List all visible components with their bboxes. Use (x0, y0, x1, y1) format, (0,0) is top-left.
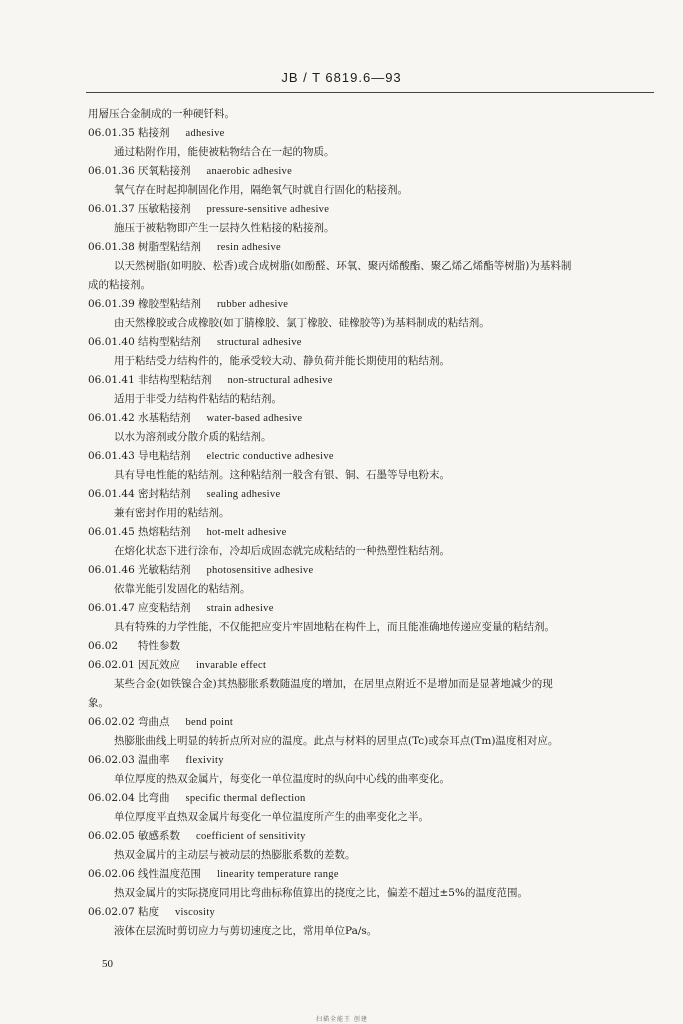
term-code: 06.02.04 (88, 792, 135, 804)
term-chinese: 光敏粘结剂 (138, 564, 191, 576)
term-chinese: 树脂型粘结剂 (138, 241, 201, 253)
term-entry (88, 126, 225, 140)
term-entry (88, 867, 339, 881)
term-code: 06.01.37 (88, 203, 135, 215)
term-code: 06.01.39 (88, 298, 135, 310)
term-chinese: 水基粘结剂 (138, 412, 191, 424)
term-chinese: 压敏粘接剂 (138, 203, 191, 215)
definition-line: 单位厚度的热双金属片，每变化一单位温度时的纵向中心线的曲率变化。 (114, 773, 450, 785)
definition-line: 以天然树脂(如明胶、松香)或合成树脂(如酚醛、环氧、聚丙烯酸酯、聚乙烯乙烯酯等树脂)为基料制 (114, 260, 572, 272)
definition-line: 适用于非受力结构件粘结的粘结剂。 (114, 393, 282, 405)
term-entry (88, 563, 313, 577)
term-code: 06.01.41 (88, 374, 135, 386)
term-entry (88, 487, 280, 501)
definition-line: 用于粘结受力结构件的，能承受较大动、静负荷并能长期使用的粘结剂。 (114, 355, 450, 367)
term-chinese: 热熔粘结剂 (138, 526, 191, 538)
term-code: 06.01.36 (88, 165, 135, 177)
term-chinese: 特性参数 (138, 640, 180, 652)
definition-line: 施压于被粘物即产生一层持久性粘接的粘接剂。 (114, 222, 335, 234)
term-entry (88, 525, 287, 539)
term-english: sealing adhesive (206, 489, 281, 500)
term-chinese: 应变粘结剂 (138, 602, 191, 614)
term-english: electric conductive adhesive (206, 451, 334, 462)
standard-header: JB / T 6819.6—93 (281, 70, 402, 85)
term-english: pressure-sensitive adhesive (206, 204, 330, 215)
continuation-line: 用層压合金制成的一种硬钎料。 (88, 108, 235, 120)
definition-line: 氧气存在时起抑制固化作用，隔绝氧气时就自行固化的粘接剂。 (114, 184, 408, 196)
term-entry (88, 715, 233, 729)
definition-line: 液体在层流时剪切应力与剪切速度之比，常用单位Pa/s。 (114, 925, 378, 937)
term-chinese: 密封粘结剂 (138, 488, 191, 500)
term-english: non-structural adhesive (227, 375, 333, 386)
term-english: resin adhesive (217, 242, 281, 253)
term-entry (88, 202, 329, 216)
scanner-footer: 扫描全能王 创建 (316, 1016, 368, 1023)
term-code: 06.02.02 (88, 716, 135, 728)
term-entry (88, 297, 288, 311)
term-code: 06.01.42 (88, 412, 135, 424)
term-code: 06.02.05 (88, 830, 135, 842)
definition-line: 在熔化状态下进行涂布，冷却后成固态就完成粘结的一种热塑性粘结剂。 (114, 545, 450, 557)
term-chinese: 温曲率 (138, 754, 170, 766)
term-code: 06.01.35 (88, 127, 135, 139)
term-code: 06.02 (88, 640, 119, 652)
term-chinese: 导电粘结剂 (138, 450, 191, 462)
definition-line: 热双金属片的实际挠度同用比弯曲标称值算出的挠度之比，偏差不超过±5%的温度范围。 (114, 887, 528, 899)
term-entry (88, 164, 292, 178)
term-code: 06.01.44 (88, 488, 135, 500)
term-code: 06.01.43 (88, 450, 135, 462)
term-entry (88, 829, 306, 843)
term-chinese: 橡胶型粘结剂 (138, 298, 201, 310)
term-english: anaerobic adhesive (206, 166, 293, 177)
term-entry (88, 905, 215, 919)
definition-line: 以水为溶剂或分散介质的粘结剂。 (114, 431, 272, 443)
term-chinese: 弯曲点 (138, 716, 170, 728)
term-code: 06.02.07 (88, 906, 135, 918)
term-english: viscosity (175, 907, 216, 918)
continuation-line: 成的粘接剂。 (88, 279, 151, 291)
term-chinese: 粘度 (138, 906, 159, 918)
term-english: adhesive (185, 128, 225, 139)
term-entry (88, 449, 334, 463)
term-chinese: 敏感系数 (138, 830, 180, 842)
term-code: 06.01.38 (88, 241, 135, 253)
definition-line: 热双金属片的主动层与被动层的热膨胀系数的差数。 (114, 849, 356, 861)
term-chinese: 比弯曲 (138, 792, 170, 804)
term-entry (88, 601, 274, 615)
continuation-line: 象。 (88, 697, 109, 709)
term-code: 06.02.01 (88, 659, 135, 671)
term-code: 06.01.46 (88, 564, 135, 576)
term-entry (88, 639, 196, 653)
term-english: photosensitive adhesive (206, 565, 314, 576)
term-code: 06.01.40 (88, 336, 135, 348)
term-chinese: 线性温度范围 (138, 868, 201, 880)
term-chinese: 粘接剂 (138, 127, 170, 139)
definition-line: 具有特殊的力学性能，不仅能把应变片牢固地粘在构件上，而且能准确地传递应变量的粘结剂。 (114, 621, 555, 633)
term-english: strain adhesive (206, 603, 274, 614)
term-english: structural adhesive (217, 337, 302, 348)
definition-line: 兼有密封作用的粘结剂。 (114, 507, 230, 519)
term-code: 06.01.47 (88, 602, 135, 614)
definition-line: 依靠光能引发固化的粘结剂。 (114, 583, 251, 595)
term-english: linearity temperature range (217, 869, 339, 880)
term-chinese: 因瓦效应 (138, 659, 180, 671)
term-entry (88, 411, 302, 425)
definition-line: 某些合金(如铁镍合金)其热膨胀系数随温度的增加，在居里点附近不是增加而是显著地减少的现 (114, 678, 553, 690)
definition-line: 单位厚度平直热双金属片每变化一单位温度所产生的曲率变化之半。 (114, 811, 429, 823)
term-english: bend point (185, 717, 234, 728)
term-entry (88, 373, 333, 387)
term-english: specific thermal deflection (185, 793, 306, 804)
term-code: 06.02.03 (88, 754, 135, 766)
term-english: flexivity (185, 755, 224, 766)
term-chinese: 非结构型粘结剂 (138, 374, 212, 386)
term-entry (88, 335, 302, 349)
definition-line: 热膨胀曲线上明显的转折点所对应的温度。此点与材料的居里点(Tc)或奈耳点(Tm)温度相对应。 (114, 735, 559, 747)
term-entry (88, 240, 281, 254)
term-entry (88, 791, 306, 805)
term-code: 06.02.06 (88, 868, 135, 880)
term-chinese: 结构型粘结剂 (138, 336, 201, 348)
term-entry (88, 753, 224, 767)
definition-line: 具有导电性能的粘结剂。这种粘结剂一般含有银、铜、石墨等导电粉末。 (114, 469, 450, 481)
term-english: water-based adhesive (206, 413, 303, 424)
term-english: coefficient of sensitivity (196, 831, 306, 842)
term-english: hot-melt adhesive (206, 527, 287, 538)
term-english: rubber adhesive (217, 299, 289, 310)
definition-line: 通过粘附作用，能使被粘物结合在一起的物质。 (114, 146, 335, 158)
term-english: invarable effect (196, 660, 267, 671)
definition-line: 由天然橡胶或合成橡胶(如丁腈橡胶、氯丁橡胶、硅橡胶等)为基料制成的粘结剂。 (114, 317, 490, 329)
page-number: 50 (102, 958, 113, 970)
term-code: 06.01.45 (88, 526, 135, 538)
term-entry (88, 658, 266, 672)
term-chinese: 厌氧粘接剂 (138, 165, 191, 177)
